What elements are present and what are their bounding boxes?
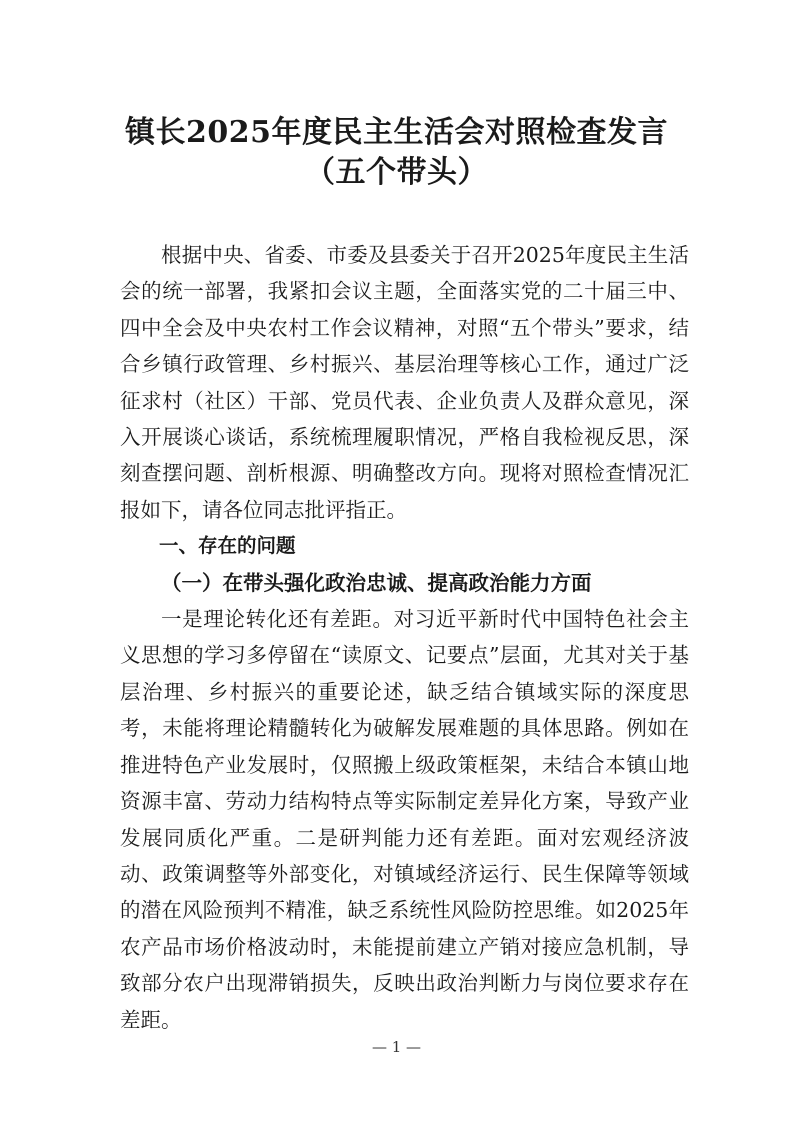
section-heading: 一、存在的问题: [159, 534, 296, 558]
page-number: — 1 —: [371, 1038, 422, 1056]
body-paragraph: 一是理论转化还有差距。对习近平新时代中国特色社会主义思想的学习多停留在“读原文、记要点”层面，尤其对关于基层治理、乡村振兴的重要论述，缺乏结合镇域实际的深度思考，未能将理论精髓转化为破解发展难题的具体思路。例如在推进特色产业发展时，仅照搬上级政策框架，未结合本镇山地资源丰富、劳动力结构特点等实际制定差异化方案，导致产业发展同质化严重。二是研判能力还有差距。面对宏观经济波动、政策调整等外部变化，对镇域经济运行、民生保障等领域的潜在风险预判不精准，缺乏系统性风险防控思维。如2025年农产品市场价格波动时，未能提前建立产销对接应急机制，导致部分农户出现滞销损失，反映出政治判断力与岗位要求存在差距。: [120, 607, 689, 1032]
subsection-heading: （一）在带头强化政治忠诚、提高政治能力方面: [161, 570, 592, 595]
document-subtitle: （五个带头）: [305, 155, 488, 190]
intro-paragraph: 根据中央、省委、市委及县委关于召开2025年度民主生活会的统一部署，我紧扣会议主题，全面落实党的二十届三中、四中全会及中央农村工作会议精神，对照“五个带头”要求，结合乡镇行政管理、乡村振兴、基层治理等核心工作，通过广泛征求村（社区）干部、党员代表、企业负责人及群众意见，深入开展谈心谈话，系统梳理履职情况，严格自我检视反思，深刻查摆问题、剖析根源、明确整改方向。现将对照检查情况汇报如下，请各位同志批评指正。: [120, 243, 689, 522]
document-body: [120, 237, 689, 1038]
document-title: 镇长2025年度民主生活会对照检查发言: [125, 115, 668, 150]
